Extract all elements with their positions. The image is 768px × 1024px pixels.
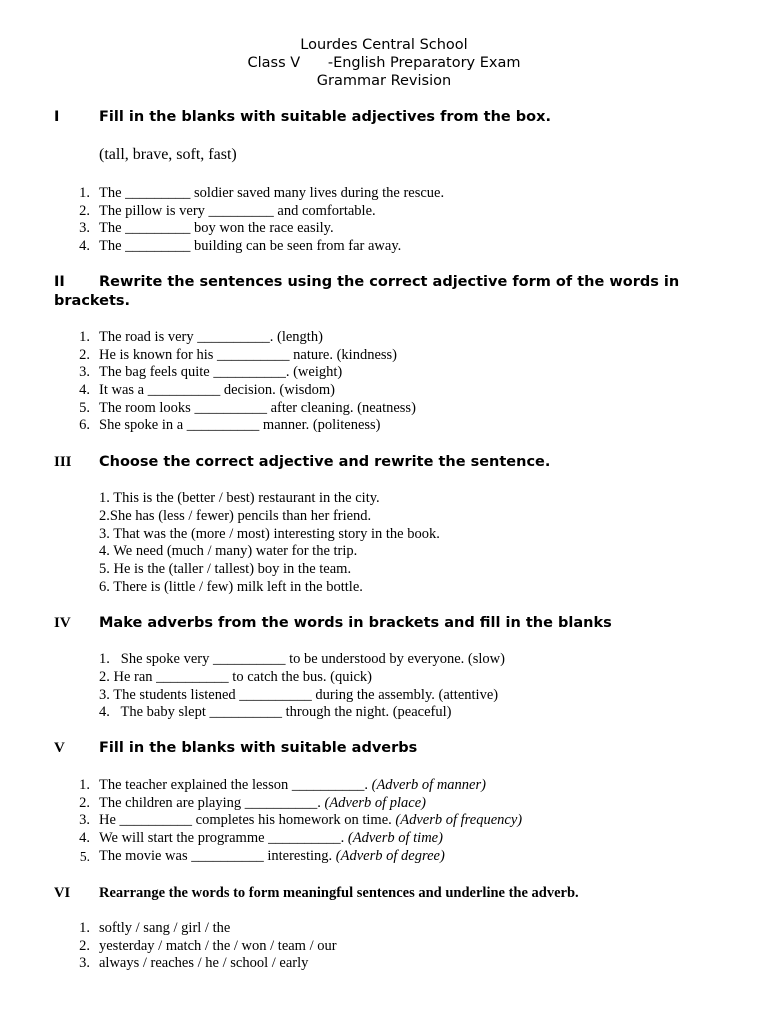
section-4-list	[99, 651, 505, 722]
adverb-hint: (Adverb of time)	[347, 830, 443, 847]
section-heading-text: Choose the correct adjective and rewrite the sentence.	[99, 454, 551, 470]
adverb-hint: (Adverb of frequency)	[395, 812, 523, 829]
section-2-heading	[54, 273, 714, 311]
list-item: 6. There is (little / few) milk left in the bottle.	[99, 578, 363, 595]
section-3-heading	[54, 453, 714, 472]
document-header	[0, 36, 768, 90]
section-number: II	[54, 274, 65, 290]
section-number: V	[54, 740, 65, 756]
list-item: 1. She spoke very __________ to be understood by everyone. (slow)	[99, 651, 505, 667]
section-heading-text-cont: brackets.	[54, 293, 131, 309]
class-exam-line: Class V -English Preparatory Exam	[247, 55, 521, 71]
section-4-heading	[54, 614, 714, 633]
section-heading-text: Fill in the blanks with suitable adjectives from the box.	[99, 109, 552, 125]
document-subtitle: Grammar Revision	[316, 73, 452, 89]
section-number: III	[54, 454, 72, 470]
adverb-hint: (Adverb of place)	[324, 794, 426, 811]
section-heading-text: Rewrite the sentences using the correct adjective form of the words in	[99, 274, 680, 290]
list-item: 2. He ran __________ to catch the bus. (quick)	[99, 668, 373, 685]
list-item: 5. He is the (taller / tallest) boy in the team.	[99, 561, 352, 578]
list-item: 1. This is the (better / best) restaurant in the city.	[99, 490, 380, 506]
list-item: 3. That was the (more / most) interesting story in the book.	[99, 525, 440, 542]
section-number: VI	[54, 885, 71, 901]
section-number: I	[54, 109, 60, 125]
section-heading-text: Rearrange the words to form meaningful sentences and underline the adverb.	[99, 885, 579, 901]
list-item: 4. We need (much / many) water for the trip.	[99, 543, 358, 560]
adverb-hint: (Adverb of manner)	[371, 777, 486, 793]
school-name: Lourdes Central School	[300, 37, 468, 53]
section-1-heading	[54, 108, 714, 127]
section-3-list	[99, 490, 440, 597]
section-heading-text: Fill in the blanks with suitable adverbs	[99, 740, 418, 756]
list-item: 2.She has (less / fewer) pencils than her friend.	[99, 507, 372, 524]
section-number: IV	[54, 615, 71, 631]
adverb-hint: (Adverb of degree)	[335, 847, 445, 864]
section-6-heading	[54, 884, 714, 903]
word-box: (tall, brave, soft, fast)	[99, 146, 237, 163]
list-item: 3. The students listened __________ during the assembly. (attentive)	[99, 686, 499, 703]
section-5-heading	[54, 739, 714, 758]
list-item: 4. The baby slept __________ through the night. (peaceful)	[99, 704, 452, 721]
section-heading-text: Make adverbs from the words in brackets and fill in the blanks	[99, 615, 612, 631]
